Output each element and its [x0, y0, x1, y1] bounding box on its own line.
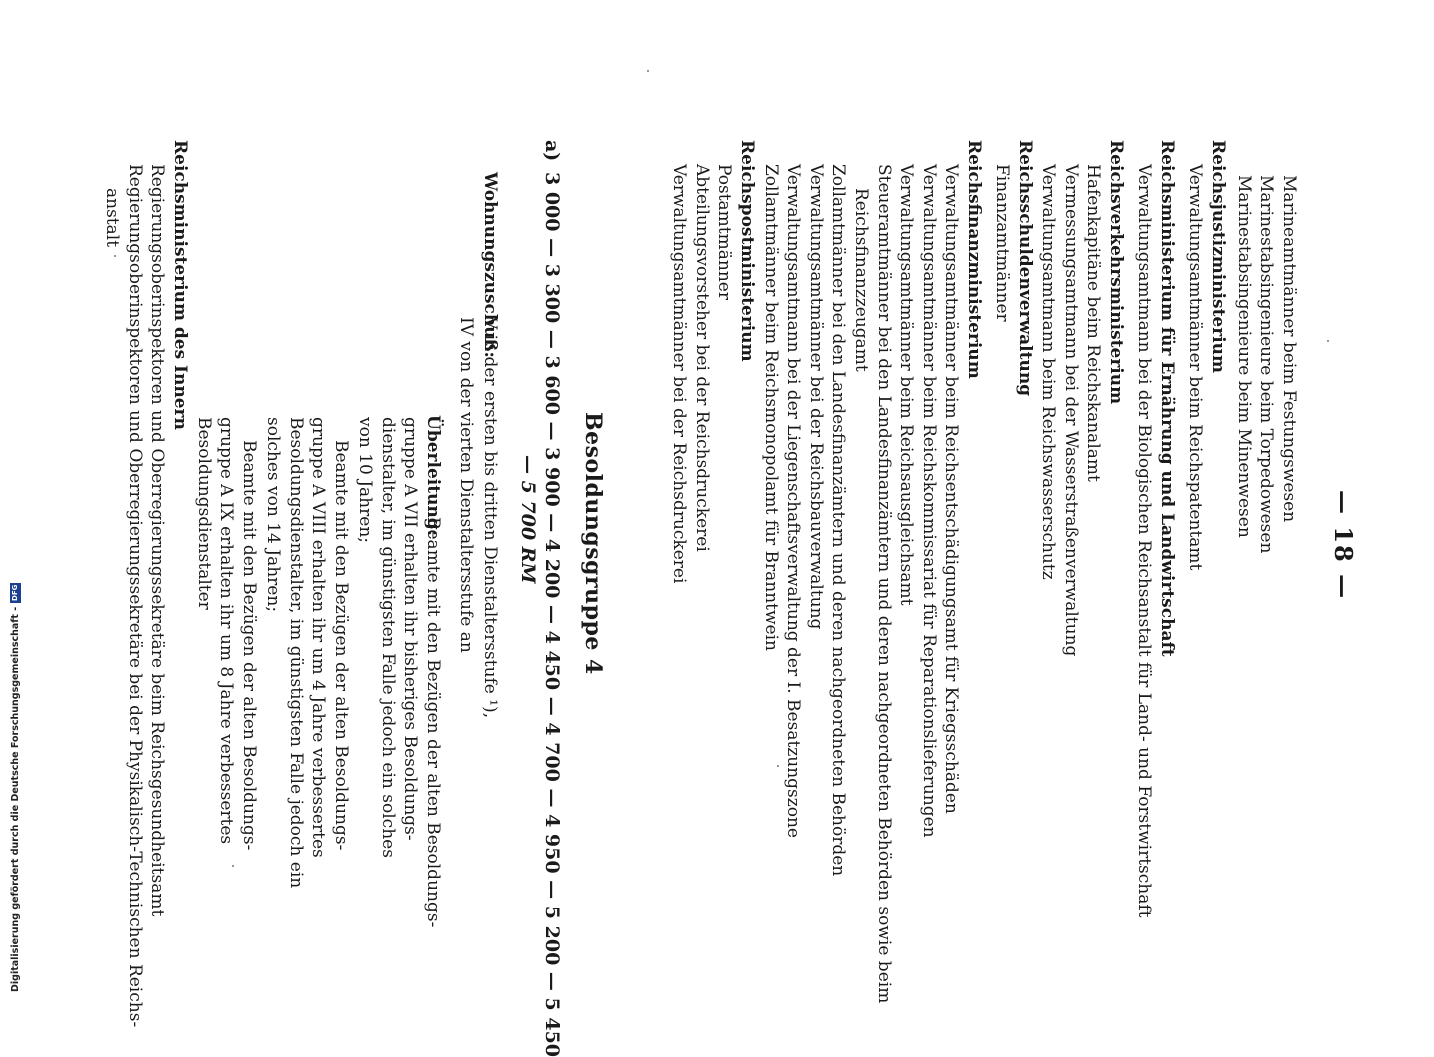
digitization-text: Digitalisierung gefördert durch die Deutsche Forschungsgemeinschaft - [10, 606, 21, 992]
section-transport [1037, 140, 1127, 656]
section-heading: Reichsschuldenverwaltung [1015, 140, 1035, 397]
housing-label: Wohnungszuschuß: [480, 172, 500, 358]
list-item: Marineamtmänner beim Festungswesen [1279, 175, 1299, 523]
list-item: Postamtmänner [714, 164, 735, 300]
transition-label: Überleitung: [423, 415, 443, 536]
scan-speck [114, 255, 116, 257]
text-line: gruppe A VIII erhalten ihr um 4 Jahre verbessertes [308, 417, 329, 858]
section-heading: Reichsministerium für Ernährung und Landwirtschaft [1157, 140, 1177, 657]
text-line: Beamte mit den Bezügen der alten Besoldungs- [423, 517, 443, 928]
text-line: solches von 14 Jahren; [263, 417, 284, 613]
list-item: Verwaltungsamtmänner beim Reichsausgleichsamt [896, 164, 917, 606]
text-line: Beamte mit den Bezügen der alten Besoldungs- [239, 440, 259, 851]
section-heading: Reichsjustizministerium [1208, 140, 1228, 373]
list-item: Regierungsoberinspektoren und Oberregierungssekretäre beim Reichsgesundheitsamt [147, 164, 168, 917]
list-item: Hafenkapitäne beim Reichskanalamt [1083, 164, 1104, 482]
text-line: gruppe A VII erhalten ihr bisheriges Besoldungs- [400, 417, 421, 841]
text-line: Besoldungsdienstalter [193, 417, 214, 610]
text-line: dienstalter, im günstigsten Falle jedoch ein solches [377, 417, 398, 858]
page-number: — 18 — [1329, 490, 1358, 601]
list-item: Marinestabsingenieure beim Minenwesen [1233, 175, 1254, 538]
list-item: Steueramtmänner bei den Landesfinanzämtern und deren nachgeordneten Behörden sowie beim [873, 164, 894, 1004]
section-heading: Reichsverkehrsministerium [1106, 140, 1126, 405]
section-interior [101, 140, 191, 1027]
salary-scale-end: — 5 700 RM [517, 455, 539, 584]
list-item: Finanzamtmänner [992, 164, 1013, 322]
transition-para-2 [262, 417, 352, 889]
group-heading: Besoldungsgruppe 4 [580, 412, 606, 675]
text-line: Beamte mit den Bezügen der alten Besoldungs- [331, 440, 351, 851]
list-item: Verwaltungsamtmänner bei der Reichsbauverwaltung [805, 164, 826, 630]
list-item: Marinestabsingenieure beim Torpedowesen [1256, 175, 1277, 554]
transition-para-3 [192, 417, 260, 851]
list-item: Verwaltungsamtmann bei der Biologischen Reichsanstalt für Land- und Forstwirtschaft [1134, 164, 1155, 918]
section-food [1133, 140, 1178, 918]
text-line: von 10 Jahren; [355, 417, 376, 543]
scan-speck [232, 865, 234, 867]
salary-scale: 3 000 — 3 300 — 3 600 — 3 900 — 4 200 — 4 450 — 4 700 — 4 950 — 5 200 — 5 450 [541, 172, 563, 1057]
section-post [668, 140, 758, 583]
list-item: Abteilungsvorsteher bei der Reichsdruckerei [691, 164, 712, 552]
scan-speck [777, 765, 779, 767]
list-item: Vermessungsamtmann bei der Wasserstraßenverwaltung [1060, 164, 1081, 657]
list-item: Verwaltungsamtmann beim Reichswasserschutz [1038, 164, 1059, 580]
section-justice [1184, 140, 1229, 570]
list-item: anstalt [102, 188, 123, 248]
list-item: Verwaltungsamtmänner bei der Reichsdruckerei [669, 164, 690, 584]
list-item: Regierungsoberinspektoren und Oberregierungssekretäre bei der Physikalisch-Technischen Reichs- [124, 164, 145, 1028]
scan-speck [647, 70, 649, 72]
dfg-logo: DFG [11, 584, 19, 601]
text-line: gruppe A IX erhalten ihr um 8 Jahre verbessertes [216, 417, 237, 845]
top-list [1232, 175, 1300, 553]
scan-speck [1327, 340, 1329, 342]
list-item: Zollamtmänner bei den Landesfinanzämtern und deren nachgeordneten Behörden [828, 164, 849, 877]
list-item: Reichsfinanzzeugamt [851, 188, 872, 372]
housing-text-1: V in der ersten bis dritten Dienstaltersstufe ¹), [480, 317, 500, 719]
section-heading: Reichsfinanzministerium [964, 140, 984, 379]
housing-text-2: IV von der vierten Dienstaltersstufe an [456, 317, 476, 653]
salary-label: a) [541, 140, 563, 162]
text-line: Besoldungsdienstalter, im günstigsten Falle jedoch ein [285, 417, 306, 889]
digitization-note [10, 583, 21, 992]
list-item: Verwaltungsamtmänner beim Reichspatentamt [1185, 164, 1206, 571]
list-item: Zollamtmänner beim Reichsmonopolamt für Branntwein [760, 164, 781, 651]
section-heading: Reichsministerium des Innern [170, 140, 190, 430]
section-finance [759, 140, 985, 1003]
list-item: Verwaltungsamtmänner beim Reichsentschädigungsamt für Kriegsschäden [941, 164, 962, 814]
list-item: Verwaltungsamtmänner beim Reichskommissariat für Reparationslieferungen [918, 164, 939, 838]
list-item: Verwaltungsamtmann bei der Liegenschaftsverwaltung der I. Besatzungszone [783, 164, 804, 838]
section-debt [991, 140, 1036, 396]
section-heading: Reichspostministerium [737, 140, 757, 362]
